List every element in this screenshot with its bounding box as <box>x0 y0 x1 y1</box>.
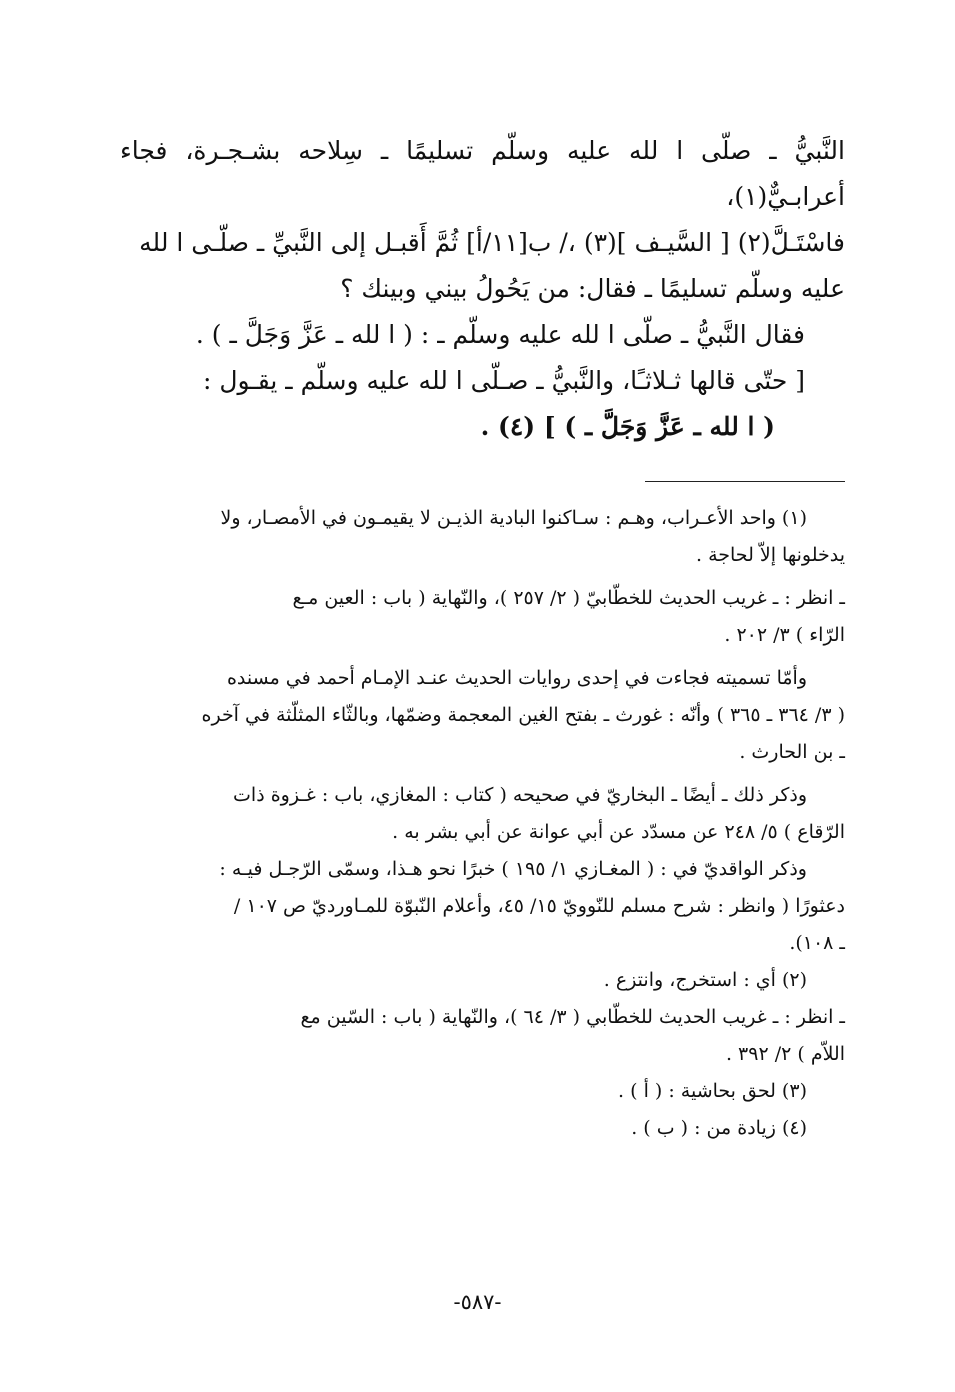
footnote-line: وذكر ذلك ـ أيضًا ـ البخاريّ في صحيحه ( كتاب : المغازي، باب : غـزوة ذات <box>233 784 807 806</box>
footnote-line: الرّقاع ) ٥/ ٢٤٨ عن مسدّد عن أبي عوانة عن أبي بشر به . <box>392 821 845 843</box>
footnote-line: وذكر الواقديّ في : ( المغـازي ١/ ١٩٥ ) خبرًا نحو هـذا، وسمّى الرّجـل فيـه : <box>219 858 807 880</box>
footnote-line: وأمّا تسميته فجاءت في إحدى روايات الحديث عنـد الإمـام أحمد في مسنده <box>226 667 807 689</box>
main-line: ( ا لله ـ عَزَّ وَجَلَّ ـ ) ] (٤) . <box>480 412 775 441</box>
footnote-line: (٤) زيادة من : ( ب ) . <box>631 1117 807 1139</box>
footnote-separator <box>645 481 845 482</box>
page-number: -٥٨٧- <box>453 1290 502 1314</box>
main-line: فاسْتَـلَّ(٢) [ السَّيـف ](٣) ،/ ب[١١/أ] ثُمَّ أَقبـل إلى النَّبيِّ ـ صلّـى ا لله <box>139 228 845 257</box>
footnote-line: ـ انظر : ـ غريب الحديث للخطّابي ( ٣/ ٦٤ )، والنّهاية ( باب : السّين مع <box>300 1006 845 1028</box>
main-text <box>120 128 845 450</box>
footnote-line: ( ٣/ ٣٦٤ ـ ٣٦٥ ) وأنّه : غورث ـ بفتح الغين المعجمة وضمّها، وبالثّاء المثلّثة في آخره <box>201 704 845 726</box>
footnote-line: ـ بن الحارث . <box>739 741 845 763</box>
main-line: النَّبيُّ ـ صلّى ا لله عليه وسلّم تسليمًا ـ سِلاحه بشـجـرة، فجاء أعرابـيٌّ(١)، <box>120 136 845 211</box>
main-line: فقال النَّبيُّ ـ صلّى ا لله عليه وسلّم ـ : ( ا لله ـ عَزَّ وَجَلَّ ـ ) . <box>195 320 805 349</box>
footnote-line: اللاّم ) ٢/ ٣٩٢ . <box>725 1043 845 1065</box>
footnote-line: ـ انظر : ـ غريب الحديث للخطّابيّ ( ٢/ ٢٥٧ )، والنّهاية ( باب : العين مـع <box>292 587 845 609</box>
footnote-line: دعثورًا ( وانظر : شرح مسلم للنّوويّ ١٥/ ٤٥، وأعلام النّبوّة للمـاورديّ ص ١٠٧ / <box>233 895 845 917</box>
footnote-line: (٢) أي : استخرج، وانتزع . <box>603 969 807 991</box>
footnote-line: الرّاء ) ٣/ ٢٠٢ . <box>724 624 845 646</box>
footnote-line: يدخلونها إلاّ لحاجة . <box>696 544 845 566</box>
main-line: عليه وسلّم تسليمًا ـ فقال: من يَحُولُ بيني وبينك ؟ <box>340 274 845 303</box>
footnote-line: ـ ١٠٨). <box>789 932 845 954</box>
footnote-line: (٣) لحق بحاشية : ( أ ) . <box>618 1080 807 1102</box>
footnotes <box>120 500 845 1147</box>
footnote-line: (١) واحد الأعـراب، وهـم : سـاكنوا البادية الذيـن لا يقيمـون في الأمصـار، ولا <box>220 507 807 529</box>
main-line: [ حتّى قالها ثـلاثـًا، والنَّبيُّ ـ صـلّى ا لله عليه وسلّم ـ يقـول : <box>202 366 805 395</box>
